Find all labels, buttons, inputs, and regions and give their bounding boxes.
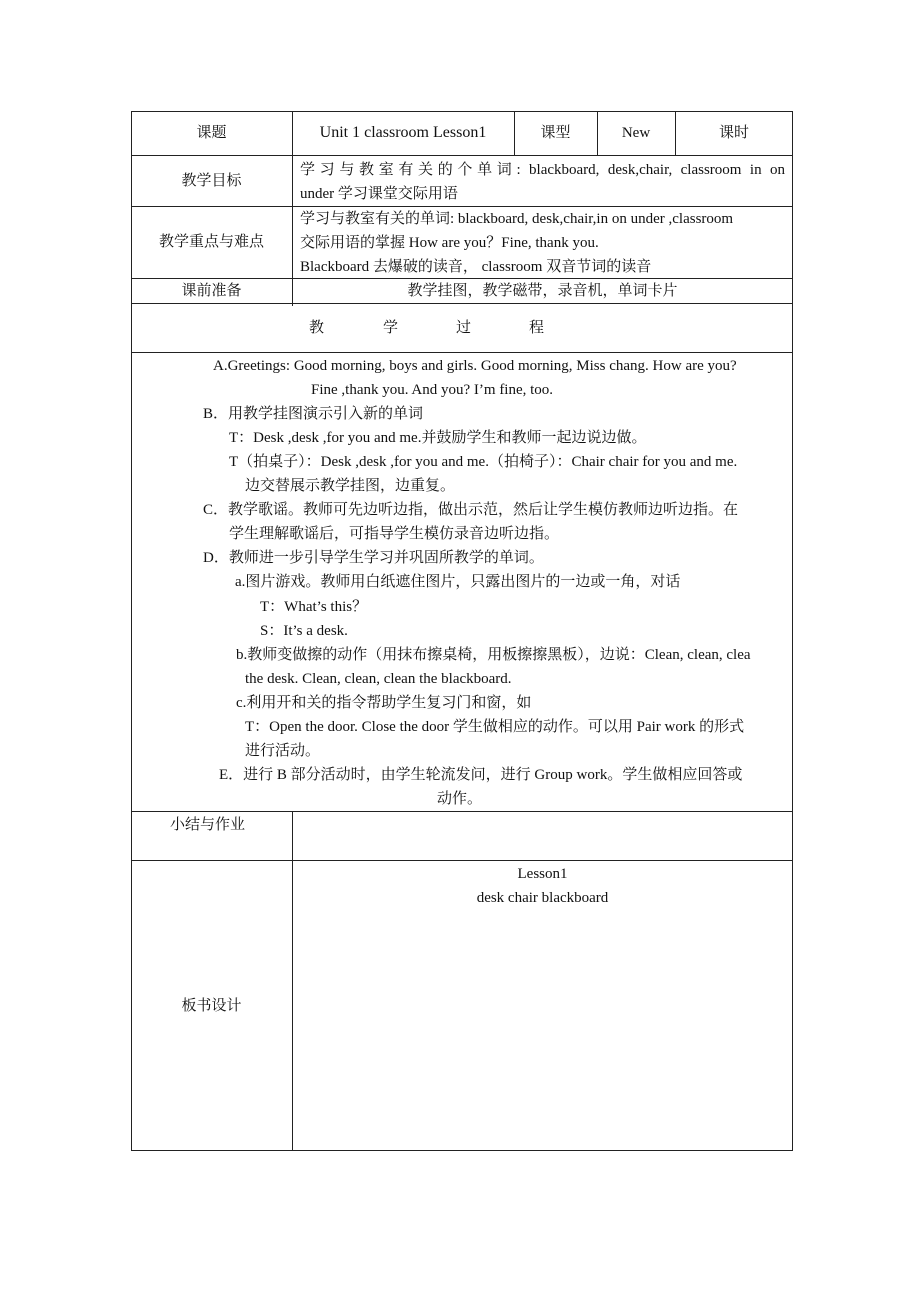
summary-label: 小结与作业 <box>170 817 246 833</box>
key-points-line: 交际用语的掌握 How are you？Fine, thank you. <box>300 235 599 251</box>
process-line: A.Greetings: Good morning, boys and girls. Good morning, Miss chang. How are you? <box>213 358 737 374</box>
process-line: C．教学歌谣。教师可先边听边指，做出示范，然后让学生模仿教师边听边指。在 <box>203 502 739 518</box>
board-label: 板书设计 <box>181 997 242 1014</box>
objectives-line: under 学习课堂交际用语 <box>300 186 458 202</box>
objectives-label: 教学目标 <box>181 172 242 189</box>
process-line: c.利用开和关的指令帮助学生复习门和窗，如 <box>236 695 532 711</box>
key-points-line: Blackboard 去爆破的读音， classroom 双音节词的读音 <box>300 259 652 275</box>
type-label: 课型 <box>540 125 571 141</box>
lesson-label: 课题 <box>196 125 227 141</box>
process-line: the desk. Clean, clean, clean the blackboard. <box>245 671 512 687</box>
process-line: 边交替展示教学挂图，边重复。 <box>245 478 456 494</box>
preparation-value: 教学挂图，教学磁带，录音机，单词卡片 <box>407 282 678 299</box>
process-line: 进行活动。 <box>245 743 321 759</box>
period-label: 课时 <box>718 125 749 141</box>
key-points-line: 学习与教室有关的单词: blackboard, desk,chair,in on under ,classroom <box>300 211 734 227</box>
objectives-line: 学习与教室有关的个单词: blackboard, desk,chair, classroom in on <box>300 162 785 178</box>
process-heading-char: 教 <box>309 320 325 336</box>
lesson-title: Unit 1 classroom Lesson1 <box>319 124 487 141</box>
process-heading-char: 学 <box>383 320 399 336</box>
row-divider <box>131 352 793 353</box>
key-points-label: 教学重点与难点 <box>158 234 264 250</box>
process-line: T：What’s this？ <box>260 599 368 615</box>
process-line: 动作。 <box>437 791 483 807</box>
board-line: desk chair blackboard <box>476 890 609 906</box>
process-line: 学生理解歌谣后，可指导学生模仿录音边听边指。 <box>229 526 560 542</box>
process-line: S：It’s a desk. <box>260 623 348 639</box>
process-line: E．进行 B 部分活动时，由学生轮流发问，进行 Group work。学生做相应回答或 <box>219 767 743 783</box>
preparation-label: 课前准备 <box>181 282 242 299</box>
process-line: b.教师变做擦的动作（用抹布擦桌椅，用板擦擦黑板），边说：Clean, clean, clea <box>236 647 751 663</box>
board-line: Lesson1 <box>517 866 568 882</box>
row-divider <box>131 303 793 304</box>
process-line: T：Open the door. Close the door 学生做相应的动作。可以用 Pair work 的形式 <box>245 719 745 735</box>
type-value: New <box>621 125 651 141</box>
row-divider <box>131 811 793 812</box>
process-line: a.图片游戏。教师用白纸遮住图片，只露出图片的一边或一角，对话 <box>235 574 681 590</box>
process-line: T：Desk ,desk ,for you and me.并鼓励学生和教师一起边说边做。 <box>229 430 647 446</box>
process-heading-char: 程 <box>529 320 545 336</box>
process-line: D．教师进一步引导学生学习并巩固所教学的单词。 <box>203 550 544 566</box>
process-line: T（拍桌子）：Desk ,desk ,for you and me.（拍椅子）：Chair chair for you and me. <box>229 454 738 470</box>
process-line: B．用教学挂图演示引入新的单词 <box>203 406 424 422</box>
process-heading-char: 过 <box>456 320 472 336</box>
process-line: Fine ,thank you. And you? I’m fine, too. <box>311 382 554 398</box>
